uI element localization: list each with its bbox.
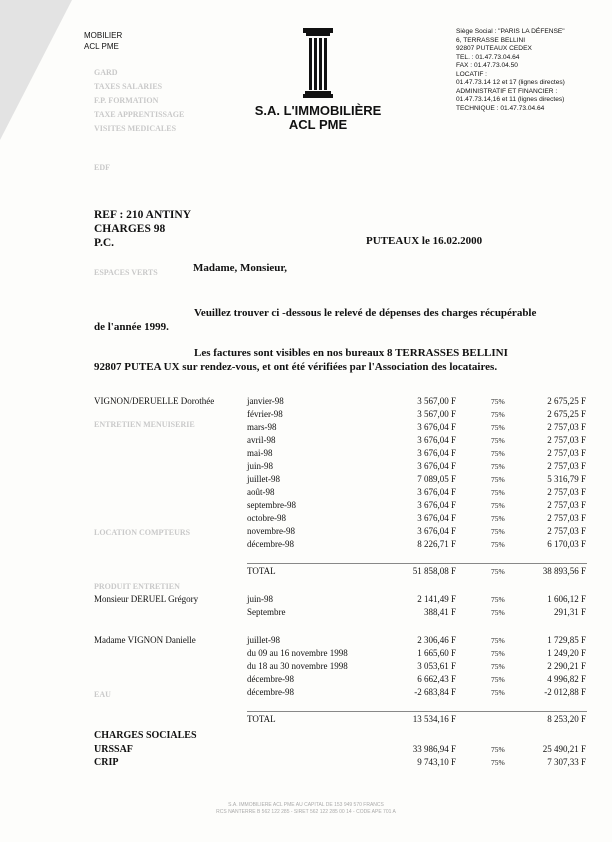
ghost-label: TAXES SALARIES — [94, 82, 163, 91]
row-result: 1 249,20 F — [547, 648, 586, 658]
header-right-line: TEL. : 01.47.73.04.64 — [456, 53, 520, 61]
row-percent: 75% — [491, 662, 505, 671]
header-left-line: MOBILIER — [84, 31, 123, 40]
row-amount: 6 662,43 F — [417, 674, 456, 684]
ghost-label: GARD — [94, 68, 118, 77]
row-amount: 2 141,49 F — [417, 594, 456, 604]
row-period: juillet-98 — [247, 474, 280, 484]
row-percent: 75% — [491, 527, 505, 536]
row-amount: 3 676,04 F — [417, 461, 456, 471]
row-percent: 75% — [491, 449, 505, 458]
row-result: 38 893,56 F — [542, 566, 586, 576]
row-amount: 388,41 F — [423, 607, 456, 617]
row-period: octobre-98 — [247, 513, 286, 523]
row-percent: 75% — [491, 608, 505, 617]
row-percent: 75% — [491, 675, 505, 684]
row-percent: 75% — [491, 488, 505, 497]
row-percent: 75% — [491, 475, 505, 484]
row-period: décembre-98 — [247, 687, 294, 697]
ghost-label: ENTRETIEN MENUISERIE — [94, 420, 195, 429]
row-result: 2 757,03 F — [547, 500, 586, 510]
row-amount: 13 534,16 F — [412, 714, 456, 724]
row-amount: 3 567,00 F — [417, 409, 456, 419]
row-period: décembre-98 — [247, 674, 294, 684]
row-result: 2 757,03 F — [547, 461, 586, 471]
row-percent: 75% — [491, 595, 505, 604]
row-period: Septembre — [247, 607, 286, 617]
row-result: 2 675,25 F — [547, 396, 586, 406]
row-amount: 3 676,04 F — [417, 487, 456, 497]
ghost-label: EDF — [94, 163, 110, 172]
row-name: CRIP — [94, 757, 119, 768]
row-period: du 18 au 30 novembre 1998 — [247, 661, 348, 671]
row-amount: 9 743,10 F — [417, 757, 456, 767]
column-logo-icon — [303, 28, 333, 98]
row-result: 5 316,79 F — [547, 474, 586, 484]
row-result: -2 012,88 F — [544, 687, 586, 697]
row-result: 2 757,03 F — [547, 487, 586, 497]
letter-date: PUTEAUX le 16.02.2000 — [366, 235, 483, 247]
row-percent: 75% — [491, 745, 505, 754]
row-amount: 51 858,08 F — [412, 566, 456, 576]
total-rule — [247, 711, 587, 712]
row-name: Monsieur DERUEL Grégory — [94, 594, 199, 604]
row-amount: 3 676,04 F — [417, 513, 456, 523]
row-period: mai-98 — [247, 448, 273, 458]
row-amount: 3 676,04 F — [417, 526, 456, 536]
header-left-line: ACL PME — [84, 42, 119, 51]
header-right-line: Siège Social : "PARIS LA DÉFENSE" — [456, 28, 565, 35]
row-amount: 3 567,00 F — [417, 396, 456, 406]
company-subname: ACL PME — [288, 117, 348, 132]
header-left — [84, 30, 122, 52]
row-period: juin-98 — [247, 461, 273, 471]
row-result: 2 290,21 F — [547, 661, 586, 671]
ghost-label: TAXE APPRENTISSAGE — [94, 110, 185, 119]
row-period: août-98 — [247, 487, 275, 497]
row-result: 4 996,82 F — [547, 674, 586, 684]
row-percent: 75% — [491, 636, 505, 645]
row-amount: 3 676,04 F — [417, 422, 456, 432]
salutation: Madame, Monsieur, — [193, 262, 288, 274]
row-result: 2 757,03 F — [547, 526, 586, 536]
footer-line: S.A. IMMOBILIERE ACL PME AU CAPITAL DE 153 949 570 FRANCS — [228, 802, 384, 808]
header-right-line: FAX : 01.47.73.04.50 — [456, 62, 518, 69]
header-right-line: 6, TERRASSE BELLINI — [456, 36, 526, 44]
row-result: 2 757,03 F — [547, 435, 586, 445]
row-period: septembre-98 — [247, 500, 296, 510]
notice-paragraph: Les factures sont visibles en nos bureaux 8 TERRASSES BELLINI 92807 PUTEA UX sur rendez-vous, et ont été vérifiées par l'Association des locataires. — [94, 347, 508, 373]
row-amount: 33 986,94 F — [412, 744, 456, 754]
reference-line: REF : 210 ANTINY — [94, 209, 192, 221]
row-name: Madame VIGNON Danielle — [94, 635, 196, 645]
row-result: 2 757,03 F — [547, 422, 586, 432]
row-amount: 2 306,46 F — [417, 635, 456, 645]
reference-block — [94, 208, 191, 250]
footer — [0, 802, 612, 816]
row-period: juin-98 — [247, 594, 273, 604]
ghost-label: LOCATION COMPTEURS — [94, 528, 191, 537]
row-amount: 8 226,71 F — [417, 539, 456, 549]
row-amount: 1 665,60 F — [417, 648, 456, 658]
row-name: CHARGES SOCIALES — [94, 730, 197, 741]
row-amount: -2 683,84 F — [414, 687, 456, 697]
header-right-line: ADMINISTRATIF ET FINANCIER : — [456, 87, 558, 95]
row-percent: 75% — [491, 758, 505, 767]
row-period: mars-98 — [247, 422, 277, 432]
total-rule — [247, 563, 587, 564]
row-period: avril-98 — [247, 435, 276, 445]
row-result: 291,31 F — [553, 607, 586, 617]
row-percent: 75% — [491, 436, 505, 445]
row-period: février-98 — [247, 409, 283, 419]
row-period: TOTAL — [247, 566, 276, 576]
row-result: 25 490,21 F — [542, 744, 586, 754]
row-amount: 3 053,61 F — [417, 661, 456, 671]
row-period: décembre-98 — [247, 539, 294, 549]
ghost-label: ESPACES VERTS — [94, 268, 158, 277]
row-result: 2 675,25 F — [547, 409, 586, 419]
row-result: 6 170,03 F — [547, 539, 586, 549]
ghost-label: F.P. FORMATION — [94, 96, 159, 105]
row-result: 2 757,03 F — [547, 513, 586, 523]
row-amount: 3 676,04 F — [417, 500, 456, 510]
ghost-label: PRODUIT ENTRETIEN — [94, 582, 180, 591]
header-right-line: 01.47.73.14,16 et 11 (lignes directes) — [456, 96, 565, 103]
row-period: novembre-98 — [247, 526, 295, 536]
row-result: 7 307,33 F — [547, 757, 586, 767]
header-right — [456, 28, 565, 113]
row-period: janvier-98 — [247, 396, 284, 406]
row-period: TOTAL — [247, 714, 276, 724]
company-block — [230, 104, 406, 132]
reference-line: P.C. — [94, 237, 115, 249]
row-percent: 75% — [491, 397, 505, 406]
row-percent: 75% — [491, 462, 505, 471]
footer-line: RCS NANTERRE B 562 122 285 - SIRET 562 122 285 00 14 - CODE APE 701 A — [216, 809, 396, 815]
intro-paragraph: Veuillez trouver ci -dessous le relevé de dépenses des charges récupérable de l'année 1999. — [94, 307, 537, 333]
row-amount: 7 089,05 F — [417, 474, 456, 484]
reference-line: CHARGES 98 — [94, 223, 166, 235]
row-percent: 75% — [491, 540, 505, 549]
row-percent: 75% — [491, 410, 505, 419]
header-right-line: 01.47.73.14 12 et 17 (lignes directes) — [456, 79, 565, 86]
ghost-label: EAU — [94, 690, 111, 699]
row-name: URSSAF — [94, 744, 133, 755]
row-period: juillet-98 — [247, 635, 280, 645]
row-period: du 09 au 16 novembre 1998 — [247, 648, 348, 658]
row-percent: 75% — [491, 501, 505, 510]
ghost-label: VISITES MEDICALES — [94, 124, 177, 133]
header-right-line: 92807 PUTEAUX CEDEX — [456, 45, 532, 52]
row-name: VIGNON/DERUELLE Dorothée — [94, 396, 215, 406]
row-percent: 75% — [491, 514, 505, 523]
row-percent: 75% — [491, 688, 505, 697]
row-result: 1 729,85 F — [547, 635, 586, 645]
row-result: 8 253,20 F — [547, 714, 586, 724]
row-percent: 75% — [491, 423, 505, 432]
row-percent: 75% — [491, 567, 505, 576]
row-percent: 75% — [491, 649, 505, 658]
folded-corner — [0, 0, 72, 140]
header-right-line: LOCATIF : — [456, 70, 488, 78]
row-amount: 3 676,04 F — [417, 435, 456, 445]
header-right-line: TECHNIQUE : 01.47.73.04.64 — [456, 104, 545, 112]
row-result: 1 606,12 F — [547, 594, 586, 604]
company-name: S.A. L'IMMOBILIÈRE — [254, 103, 382, 118]
row-amount: 3 676,04 F — [417, 448, 456, 458]
row-result: 2 757,03 F — [547, 448, 586, 458]
